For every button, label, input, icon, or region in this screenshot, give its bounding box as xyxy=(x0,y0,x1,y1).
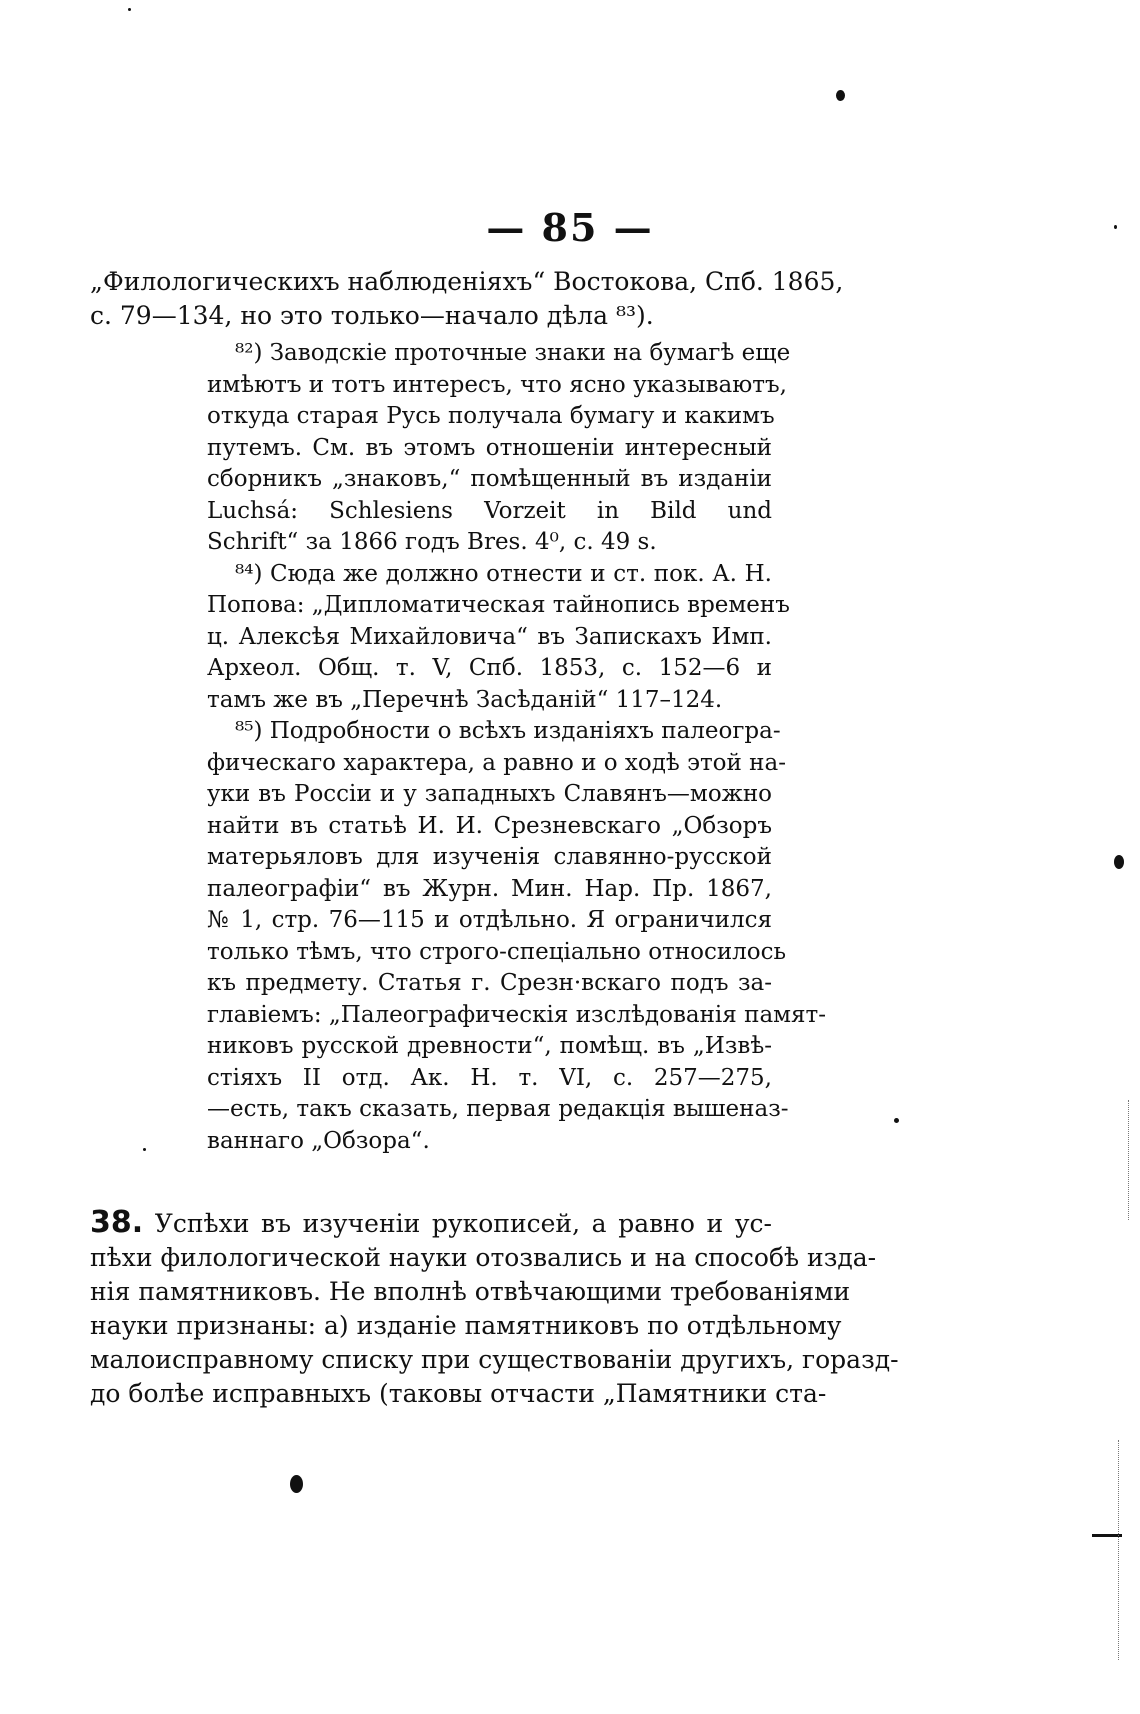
footnote-line: палеографіи“ въ Журн. Мин. Нар. Пр. 1867, xyxy=(207,875,772,902)
footnote-line: Luchsá: Schlesiens Vorzeit in Bild und xyxy=(207,497,772,524)
footnote-line: ⁸²) Заводскіе проточные знаки на бумагѣ еще xyxy=(235,340,791,366)
section-paragraph xyxy=(90,1205,899,1411)
section-line: малоисправному списку при существованіи другихъ, горазд- xyxy=(90,1345,899,1374)
footnote-85 xyxy=(207,716,827,1157)
footnote-84 xyxy=(207,559,790,717)
footnote-line: путемъ. См. въ этомъ отношеніи интересный xyxy=(207,434,772,461)
text-line: с. 79—134, но это только—начало дѣла ⁸³). xyxy=(90,301,654,330)
section-number: 38. xyxy=(90,1205,144,1240)
footnote-line: къ предмету. Статья г. Срезн·вскаго подъ за- xyxy=(207,970,772,996)
footnote-line: Археол. Общ. т. V, Спб. 1853, с. 152—6 и xyxy=(207,655,772,681)
page-edge xyxy=(1118,1440,1119,1660)
scan-speck xyxy=(836,90,845,101)
footnote-line: матерьяловъ для изученія славянно-русской xyxy=(207,844,772,870)
section-line: пѣхи филологической науки отозвались и на способѣ изда- xyxy=(90,1243,877,1272)
footnote-line: имѣютъ и тотъ интересъ, что ясно указываютъ, xyxy=(207,371,787,398)
section-line: Успѣхи въ изученіи рукописей, а равно и ус- xyxy=(154,1209,772,1238)
footnote-line: никовъ русской древности“, помѣщ. въ „Извѣ- xyxy=(207,1033,772,1059)
footnote-line: ц. Алексѣя Михайловича“ въ Запискахъ Имп. xyxy=(207,623,772,650)
footnote-line: ⁸⁴) Сюда же должно отнести и ст. пок. А. Н. xyxy=(235,560,772,587)
scan-speck xyxy=(1114,855,1124,869)
footnote-line: найти въ статьѣ И. И. Срезневскаго „Обзоръ xyxy=(207,812,772,839)
footnote-line: стіяхъ II отд. Ак. Н. т. VI, с. 257—275, xyxy=(207,1064,772,1091)
scan-speck xyxy=(894,1118,899,1123)
top-paragraph xyxy=(90,265,844,333)
scan-speck xyxy=(143,1148,146,1151)
footnote-82 xyxy=(207,338,791,559)
footnote-line: —есть, такъ сказать, первая редакція вышеназ- xyxy=(207,1096,789,1122)
footnote-line: Schrift“ за 1866 годъ Bres. 4⁰, с. 49 s. xyxy=(207,529,657,555)
footnote-line: ваннаго „Обзора“. xyxy=(207,1127,430,1154)
text-line: „Филологическихъ наблюденіяхъ“ Востокова, Спб. 1865, xyxy=(90,267,844,296)
footnote-line: откуда старая Русь получала бумагу и какимъ xyxy=(207,403,775,429)
footnote-line: ⁸⁵) Подробности о всѣхъ изданіяхъ палеогра- xyxy=(235,718,781,744)
section-line: до болѣе исправныхъ (таковы отчасти „Памятники ста- xyxy=(90,1379,827,1408)
scan-speck xyxy=(290,1475,303,1493)
footnote-line: тамъ же въ „Перечнѣ Засѣданій“ 117–124. xyxy=(207,686,723,713)
footnote-line: № 1, стр. 76—115 и отдѣльно. Я ограничился xyxy=(207,907,772,933)
footnote-line: фическаго характера, а равно и о ходѣ этой на- xyxy=(207,749,786,776)
scan-speck xyxy=(1114,225,1117,229)
footnote-line: Попова: „Дипломатическая тайнопись временъ xyxy=(207,592,790,618)
section-line: нія памятниковъ. Не вполнѣ отвѣчающими требованіями xyxy=(90,1277,851,1306)
section-first-line xyxy=(90,1206,772,1241)
footnotes xyxy=(207,338,827,1157)
footnote-line: только тѣмъ, что строго-спеціально относилось xyxy=(207,938,787,965)
page-edge xyxy=(1128,1100,1129,1220)
footnote-line: уки въ Россіи и у западныхъ Славянъ—можно xyxy=(207,781,772,807)
section-line: науки признаны: а) изданіе памятниковъ по отдѣльному xyxy=(90,1311,842,1340)
page-number: — 85 — xyxy=(486,205,654,250)
footnote-line: сборникъ „знаковъ,“ помѣщенный въ изданіи xyxy=(207,466,772,492)
scan-speck xyxy=(128,8,131,11)
footnote-line: главіемъ: „Палеографическія изслѣдованія памят- xyxy=(207,1001,827,1028)
